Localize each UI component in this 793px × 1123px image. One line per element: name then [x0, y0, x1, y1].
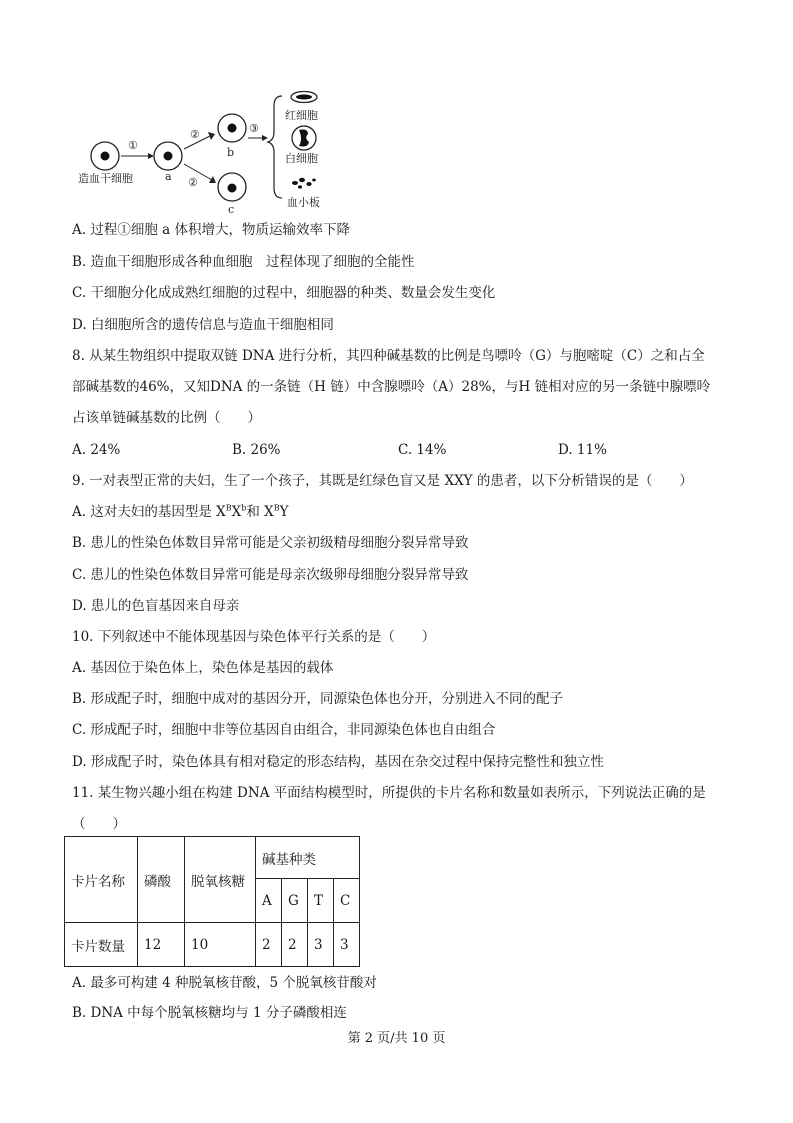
cell-a-label: a — [165, 170, 172, 183]
q11-stem-line-2: （ ） — [72, 816, 126, 832]
page-footer: 第 2 页/共 10 页 — [347, 1031, 446, 1046]
header-card-name: 卡片名称 — [65, 837, 138, 923]
step-3-label: ③ — [249, 122, 259, 135]
cell-b-label: b — [227, 146, 235, 159]
q7-option-a: A. 过程①细胞 a 体积增大，物质运输效率下降 — [72, 222, 350, 238]
q10-option-c: C. 形成配子时，细胞中非等位基因自由组合，非同源染色体也自由组合 — [72, 722, 496, 738]
q7-option-c: C. 干细胞分化成成熟红细胞的过程中，细胞器的种类、数量会发生变化 — [72, 285, 496, 301]
q7-option-b: B. 造血干细胞形成各种血细胞 过程体现了细胞的全能性 — [72, 254, 415, 270]
cell-a — [154, 142, 182, 170]
q11-option-a: A. 最多可构建 4 种脱氧核苷酸，5 个脱氧核苷酸对 — [72, 975, 377, 991]
q9-stem: 9. 一对表型正常的夫妇，生了一个孩子，其既是红绿色盲又是 XXY 的患者，以下分析错误的是（ ） — [72, 473, 693, 489]
stem-cell-label: 造血干细胞 — [78, 172, 133, 185]
q11-option-b: B. DNA 中每个脱氧核糖均与 1 分子磷酸相连 — [72, 1005, 347, 1021]
cell-c-label: c — [228, 203, 235, 216]
step-1-label: ① — [128, 139, 138, 152]
count-deoxyribose: 10 — [185, 923, 256, 967]
q11-stem-line-1: 11. 某生物兴趣小组在构建 DNA 平面结构模型时，所提供的卡片名称和数量如表所示，下列说法正确的是 — [72, 785, 706, 801]
header-base-c: C — [334, 879, 360, 923]
platelets — [292, 178, 316, 189]
cell-b — [218, 114, 246, 142]
white-cell-label: 白细胞 — [285, 152, 318, 165]
q7-option-d: D. 白细胞所含的遗传信息与造血干细胞相同 — [72, 317, 334, 333]
q8-option-c: C. 14% — [398, 442, 447, 458]
red-blood-cell — [291, 92, 317, 103]
q8-option-b: B. 26% — [232, 442, 281, 458]
q10-option-b: B. 形成配子时，细胞中成对的基因分开，同源染色体也分开，分别进入不同的配子 — [72, 691, 564, 707]
card-table — [64, 836, 360, 967]
q8-stem-line-1: 8. 从某生物组织中提取双链 DNA 进行分析，其四种碱基数的比例是鸟嘌呤（G）与胞嘧啶（C）之和占全 — [72, 348, 705, 364]
header-base-g: G — [282, 879, 308, 923]
q9-option-b: B. 患儿的性染色体数目异常可能是父亲初级精母细胞分裂异常导致 — [72, 535, 469, 551]
q9-option-c: C. 患儿的性染色体数目异常可能是母亲次级卵母细胞分裂异常导致 — [72, 567, 469, 583]
red-cell-label: 红细胞 — [285, 109, 318, 122]
count-base-g: 2 — [282, 923, 308, 967]
platelet-label: 血小板 — [287, 196, 320, 209]
header-base-types: 碱基种类 — [256, 837, 360, 879]
step-2-bottom-label: ② — [188, 176, 198, 189]
row-card-count: 卡片数量 — [65, 923, 138, 967]
header-base-a: A — [256, 879, 282, 923]
header-deoxyribose: 脱氧核糖 — [185, 837, 256, 923]
header-phosphate: 磷酸 — [138, 837, 185, 923]
stem-cell — [91, 142, 119, 170]
q10-option-a: A. 基因位于染色体上，染色体是基因的载体 — [72, 660, 334, 676]
q8-stem-line-2: 部碱基数的46%，又知DNA 的一条链（H 链）中含腺嘌呤（A）28%，与H 链相对应的另一条链中腺嘌呤 — [72, 379, 711, 395]
cell-differentiation-diagram — [70, 86, 340, 216]
q10-option-d: D. 形成配子时，染色体具有相对稳定的形态结构，基因在杂交过程中保持完整性和独立性 — [72, 754, 604, 770]
count-base-c: 3 — [334, 923, 360, 967]
cell-c — [218, 173, 246, 201]
white-blood-cell — [292, 126, 316, 150]
step-2-top-label: ② — [190, 128, 200, 141]
q8-option-a: A. 24% — [72, 442, 121, 458]
header-base-t: T — [308, 879, 334, 923]
count-base-a: 2 — [256, 923, 282, 967]
count-phosphate: 12 — [138, 923, 185, 967]
q9-option-a: A. 这对夫妇的基因型是 $X^BX^b$和 $X^BY$ — [72, 503, 289, 520]
q10-stem: 10. 下列叙述中不能体现基因与染色体平行关系的是（ ） — [72, 629, 436, 645]
brace — [268, 96, 282, 198]
q9-option-d: D. 患儿的色盲基因来自母亲 — [72, 598, 240, 614]
q8-option-d: D. 11% — [558, 442, 607, 458]
q8-stem-line-3: 占该单链碱基数的比例（ ） — [72, 410, 261, 426]
count-base-t: 3 — [308, 923, 334, 967]
